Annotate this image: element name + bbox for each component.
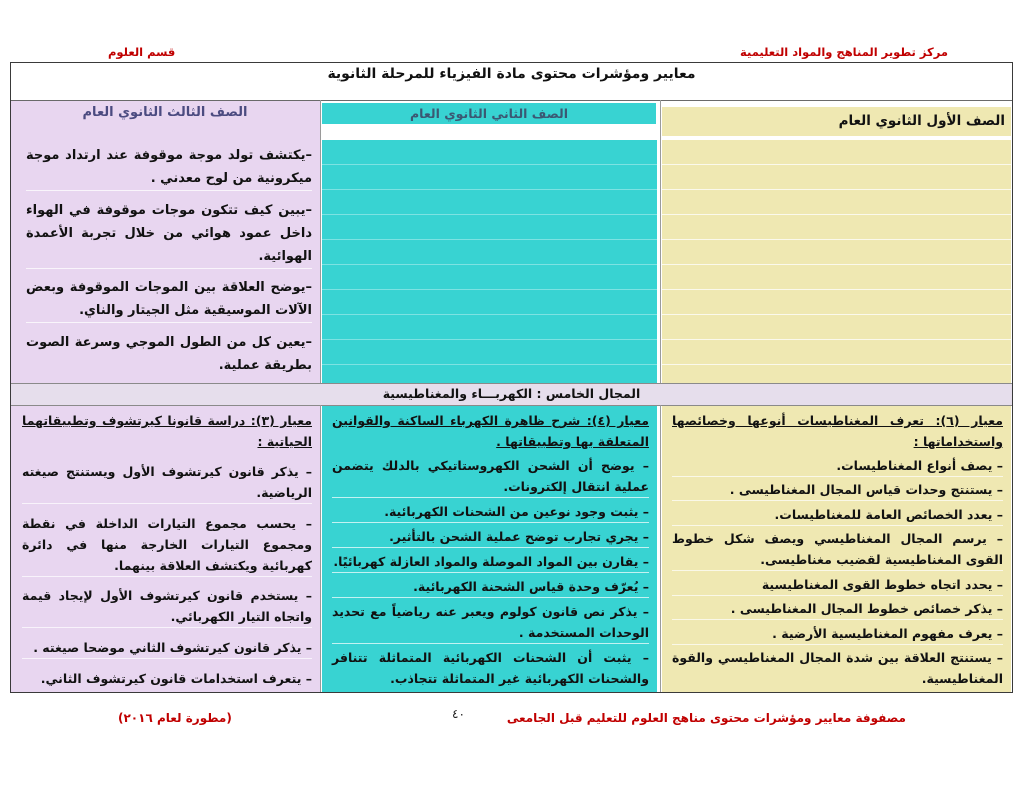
list-item: –يكتشف تولد موجة موقوفة عند ارتداد موجة ميكرونية من لوح معدني . — [26, 144, 312, 191]
list-item: – يُعرّف وحدة قياس الشحنة الكهربائية. — [332, 576, 649, 598]
list-item: – يذكر قانون كيرتشوف الثاني موضحا صيغته . — [22, 637, 312, 659]
list-item: – يقارن بين المواد الموصلة والمواد العازلة كهربائيًا. — [332, 551, 649, 573]
list-item: –يبين كيف تتكون موجات موقوفة في الهواء داخل عمود هوائي من خلال تجربة الأعمدة الهوائية. — [26, 199, 312, 269]
title-row-rule — [10, 100, 1013, 101]
list-item: – يحسب مجموع التيارات الداخلة في نقطة ومجموع التيارات الخارجة منها في دائرة كهربائية ويكتشف العلاقة بينهما. — [22, 513, 312, 577]
title-row — [10, 62, 1013, 100]
standard-heading: معيار (٦): تعرف المغناطيسات أنوعها وخصائصها واستخداماتها : — [672, 413, 1003, 449]
footer-document-title: مصفوفة معايير ومؤشرات محتوى مناهج العلوم للتعليم قبل الجامعى — [506, 711, 906, 725]
list-item: – يعدد الخصائص العامة للمغناطيسات. — [672, 504, 1003, 526]
grade3-kirchhoff-cell — [10, 405, 320, 693]
list-item: –يعين كل من الطول الموجي وسرعة الصوت بطريقة عملية. — [26, 334, 312, 373]
grade3-column-header: الصف الثالث الثانوي العام — [10, 100, 320, 138]
science-department-header: قسم العلوم — [108, 45, 176, 59]
page-title: معايير ومؤشرات محتوى مادة الفيزياء للمرحلة الثانوية — [327, 66, 696, 82]
column-rule — [660, 100, 661, 383]
list-item: – يثبت وجود نوعين من الشحنات الكهربائية. — [332, 501, 649, 523]
list-item: – يوضح أن الشحن الكهروستاتيكي بالدلك يتضمن عملية انتقال إلكترونات. — [332, 455, 649, 498]
list-item: –يوضح العلاقة بين الموجات الموقوفة وبعض الآلات الموسيقية مثل الجيتار والناي. — [26, 276, 312, 323]
grade2-electrostatics-cell — [322, 405, 657, 693]
list-item: – يستنتج وحدات قياس المجال المغناطيسى . — [672, 479, 1003, 501]
curriculum-center-header: مركز تطوير المناهج والمواد التعليمية — [740, 45, 948, 59]
list-item: – يتعرف استخدامات قانون كيرتشوف الثاني. — [40, 670, 312, 686]
grade1-magnetism-cell — [662, 405, 1011, 693]
standard-heading: معيار (٤): شرح ظاهرة الكهرباء الساكنة والقوانين المتعلقة بها وتطبيقاتها . — [332, 413, 649, 449]
list-item: – يصف أنواع المغناطيسات. — [672, 455, 1003, 477]
list-item: – يستخدم قانون كيرتشوف الأول لإيجاد قيمة واتجاه التيار الكهربائي. — [22, 585, 312, 628]
list-item: – يجري تجارب توضح عملية الشحن بالتأثير. — [332, 526, 649, 548]
domain-heading: المجال الخامس : الكهربـــاء والمغناطيسية — [10, 383, 1013, 405]
list-item: – يذكر نص قانون كولوم ويعبر عنه رياضياً مع تحديد الوحدات المستخدمة . — [332, 601, 649, 644]
standard-heading: معيار (٣): دراسة قانونا كيرتشوف وتطبيقاتهما الحياتية : — [22, 413, 312, 449]
list-item: – يذكر قانون كيرتشوف الأول ويستنتج صيغته الرياضية. — [22, 461, 312, 504]
grade1-empty-cell — [662, 140, 1011, 383]
list-item: – يحدد اتجاه خطوط القوى المغناطيسية — [672, 574, 1003, 596]
grade1-column-header: الصف الأول الثانوي العام — [662, 107, 1011, 136]
list-item: – يستنتج العلاقة بين شدة المجال المغناطيسي والقوة المغناطيسية. — [672, 650, 1003, 686]
list-item: – يعرف مفهوم المغناطيسية الأرضية . — [672, 623, 1003, 645]
footer-edition: (مطورة لعام ٢٠١٦) — [118, 711, 232, 725]
domain-bottom-rule — [10, 405, 1013, 406]
grade2-empty-cell — [322, 140, 657, 383]
domain-top-rule — [10, 383, 1013, 384]
list-item: – يثبت أن الشحنات الكهربائية المتماثلة تتنافر والشحنات الكهربائية غير المتماثلة تتجاذب. — [332, 650, 649, 686]
column-rule — [660, 405, 661, 693]
list-item: – يذكر خصائص خطوط المجال المغناطيسى . — [672, 598, 1003, 620]
page-number: ٤٠ — [452, 707, 465, 721]
list-item: – يرسم المجال المغناطيسي ويصف شكل خطوط القوى المغناطيسية لقضيب مغناطيسى. — [672, 528, 1003, 571]
column-rule — [320, 405, 321, 693]
grade3-waves-cell — [10, 138, 320, 383]
grade2-column-header: الصف الثاني الثانوي العام — [322, 103, 656, 124]
column-rule — [320, 100, 321, 383]
